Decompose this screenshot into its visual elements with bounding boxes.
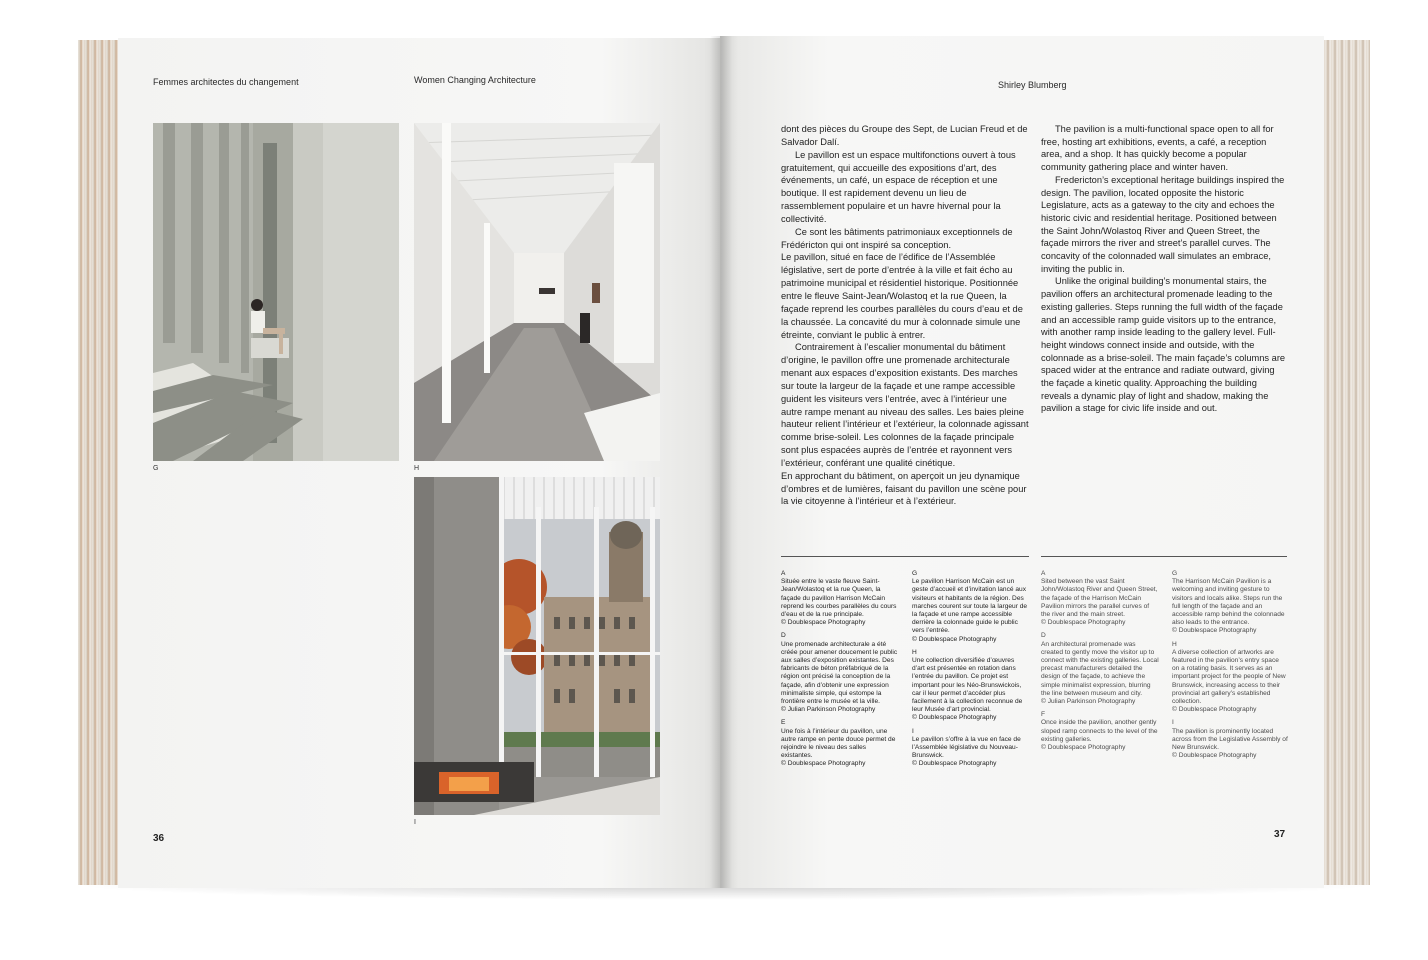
caption-letter: H — [912, 648, 917, 656]
caption-rule-english — [1041, 556, 1287, 557]
body-fr-paragraph: Le pavillon, situé en face de l’édifice de l’Assemblée législative, sert de porte d’entrée à la ville et fait écho au patrimoine municipal et résidentiel historique. Positionnée entre le fleuve Saint-Jean/Wolastoq et la rue Queen, la façade reprend les courbes parallèles du cours d’eau et de la chaussée. La concavité du mur à colonnade simule une étreinte, conviant le public à entrer. — [781, 252, 1023, 340]
caption-credit: © Julian Parkinson Photography — [1041, 698, 1136, 706]
caption-block — [912, 570, 1028, 644]
photo-i-legislature-view — [414, 477, 660, 815]
caption-letter: D — [781, 632, 786, 640]
caption-credit: © Doublespace Photography — [1172, 627, 1257, 635]
body-fr-paragraph: Ce sont les bâtiments patrimoniaux exceptionnels de Frédéricton qui ont inspiré sa conception. — [781, 226, 1013, 250]
caption-block — [1041, 632, 1159, 706]
photo-g-colonnade — [153, 123, 399, 461]
caption-credit: © Doublespace Photography — [1172, 706, 1257, 714]
photo-i-label: I — [414, 819, 416, 826]
caption-credit: © Julian Parkinson Photography — [781, 706, 876, 714]
body-en-paragraph: Unlike the original building’s monumental stairs, the pavilion offers an architectural promenade leading to the existing galleries. Steps running the full width of the façade and an accessible ramp guide visitors up to the entrance, with another ramp inside leading to the gallery level. Full-height windows connect inside and outside, with the colonnade as a brise-soleil. The main façade’s columns are spaced wider at the entrance and radiate outward, giving the façade a kinetic quality. Approaching the building reveals a dynamic play of light and shadow, making the pavilion a stage for civic life inside and out. — [1041, 276, 1286, 414]
body-fr-paragraph: En approchant du bâtiment, on aperçoit un jeu dynamique d’ombres et de lumières, faisant du pavillon une scène pour la vie citoyenne à l’intérieur et à l’extérieur. — [781, 470, 1027, 507]
caption-letter: G — [912, 570, 918, 577]
caption-block — [912, 649, 1028, 723]
body-text-english — [1041, 123, 1287, 415]
caption-text: Le pavillon s’offre à la vue en face de l’Assemblée législative du Nouveau-Brunswick. — [912, 735, 1021, 760]
caption-text: An architectural promenade was created to gently move the visitor up to connect with the existing galleries. Local precast manufacturers detailed the design of the façade, to achieve the simple minimalist expression, blurring the line between museum and city. — [1041, 640, 1159, 697]
caption-text: Le pavillon Harrison McCain est un geste d’accueil et d’invitation lancé aux visiteurs et habitants de la région. Des marches courent sur toute la largeur de la façade et une rampe accessible derrière la colonnade guide le public vers l’entrée. — [912, 578, 1028, 635]
caption-block — [1041, 570, 1159, 627]
caption-letter: A — [1041, 570, 1046, 577]
caption-block — [781, 719, 899, 768]
caption-credit: © Doublespace Photography — [1041, 619, 1126, 627]
page-number-right: 37 — [1274, 829, 1286, 840]
captions-fr-column-1 — [781, 570, 899, 774]
photo-h-label: H — [414, 465, 420, 472]
caption-text: The Harrison McCain Pavilion is a welcoming and inviting gesture to visitors and locals alike. Steps run the full length of the façade and an accessible ramp behind the colonnade also leads to the entrance. — [1172, 578, 1285, 627]
body-fr-paragraph: dont des pièces du Groupe des Sept, de Lucian Freud et de Salvador Dalí. — [781, 124, 1028, 147]
caption-letter: G — [1172, 570, 1178, 577]
captions-fr-column-2 — [912, 570, 1028, 774]
caption-text: Sited between the vast Saint John/Wolastoq River and Queen Street, the façade of the Harrison McCain Pavilion mirrors the parallel curves of the river and the main street. — [1041, 578, 1158, 619]
captions-en-column-1 — [1041, 570, 1159, 757]
caption-text: The pavilion is prominently located across from the Legislative Assembly of New Brunswick. — [1172, 727, 1288, 752]
photo-g-label: G — [153, 465, 159, 472]
caption-text: A diverse collection of artworks are featured in the pavilion’s entry space on a rotating basis. It serves as an important project for the people of New Brunswick, increasing access to their provincial art gallery’s established collection. — [1172, 648, 1286, 706]
body-en-paragraph: Fredericton’s exceptional heritage buildings inspired the design. The pavilion, located opposite the historic Legislature, acts as a gateway to the city and echoes the historic civic and residential heritage. Positioned between the Saint John/Wolastoq River and Queen Street, the façade mirrors the river and street’s parallel curves. The concavity of the colonnaded wall simulates an embrace, inviting the public in. — [1041, 174, 1285, 274]
caption-letter: I — [1172, 719, 1174, 727]
body-fr-paragraph: Le pavillon est un espace multifonctions ouvert à tous gratuitement, qui accueille des expositions d’art, des événements, un café, un espace de réception et une boutique. Il est rapidement devenu un lieu de rassemblement populaire et un havre hivernal pour la collectivité. — [781, 149, 1016, 224]
running-header-author: Shirley Blumberg — [998, 80, 1067, 90]
running-header-en: Women Changing Architecture — [414, 75, 536, 85]
caption-letter: F — [1041, 711, 1046, 719]
caption-text: Une fois à l’intérieur du pavillon, une autre rampe en pente douce permet de rejoindre le niveau des salles existantes. — [781, 727, 896, 760]
caption-letter: A — [781, 570, 786, 577]
caption-letter: D — [1041, 632, 1046, 640]
caption-credit: © Doublespace Photography — [781, 619, 866, 627]
caption-credit: © Doublespace Photography — [781, 760, 866, 768]
caption-text: Située entre le vaste fleuve Saint-Jean/Wolastoq et la rue Queen, la façade du pavillon Harrison McCain reprend les courbes parallèles du cours d’eau et de la rue principale. — [781, 578, 897, 619]
caption-text: Une collection diversifiée d’œuvres d’art est présentée en rotation dans l’entrée du pavillon. Ce projet est important pour les Néo-Brunswickois, car il leur permet d’accéder plus facilement à la collection reconnue de leur Musée d’art provincial. — [912, 657, 1023, 714]
caption-letter: I — [912, 727, 914, 735]
caption-rule-french — [781, 556, 1029, 557]
book-gutter — [710, 36, 732, 888]
caption-text: Once inside the pavilion, another gently sloped ramp connects to the level of the existing galleries. — [1041, 719, 1158, 743]
caption-letter: H — [1172, 640, 1177, 648]
body-en-paragraph: The pavilion is a multi-functional space open to all for free, hosting art exhibitions, events, a café, a reception area, and a shop. It has quickly become a popular community gathering place and winter haven. — [1041, 124, 1274, 173]
caption-credit: © Doublespace Photography — [912, 760, 997, 768]
page-number-left: 36 — [153, 833, 165, 844]
caption-block — [781, 632, 899, 714]
caption-block — [1172, 719, 1288, 760]
caption-credit: © Doublespace Photography — [1172, 752, 1257, 760]
captions-en-column-2 — [1172, 570, 1288, 765]
caption-block — [912, 728, 1028, 769]
body-fr-paragraph: Contrairement à l’escalier monumental du bâtiment d’origine, le pavillon offre une promenade architecturale menant aux espaces d’exposition existants. Des marches sur toute la largeur de la façade et une rampe accessible guident les visiteurs vers l’entrée, avec à l’intérieur une autre rampe menant au niveau des salles. Les baies pleine hauteur relient l’intérieur et l’extérieur, la colonnade agissant comme brise-soleil. Les colonnes de la façade principale sont plus espacées auprès de l’entrée et rayonnent vers l’extérieur, conférant une qualité cinétique. — [781, 342, 1029, 468]
right-page-edges — [1318, 40, 1370, 885]
body-text-french — [781, 123, 1029, 508]
caption-credit: © Doublespace Photography — [1041, 744, 1126, 752]
caption-block — [1172, 641, 1288, 715]
caption-credit: © Doublespace Photography — [912, 714, 997, 722]
caption-text: Une promenade architecturale a été créée pour amener doucement le public aux salles d’exposition existantes. Des fabricants de béton préfabriqué de la région ont précisé la conception de la façade, afin d’obtenir une expression minimaliste simple, qui estompe la frontière entre le musée et la ville. — [781, 640, 898, 706]
running-header-fr: Femmes architectes du changement — [153, 77, 299, 87]
caption-block — [781, 570, 899, 627]
caption-block — [1041, 711, 1159, 752]
caption-letter: E — [781, 719, 786, 727]
photo-h-gallery-interior — [414, 123, 660, 461]
caption-credit: © Doublespace Photography — [912, 635, 997, 643]
caption-block — [1172, 570, 1288, 636]
